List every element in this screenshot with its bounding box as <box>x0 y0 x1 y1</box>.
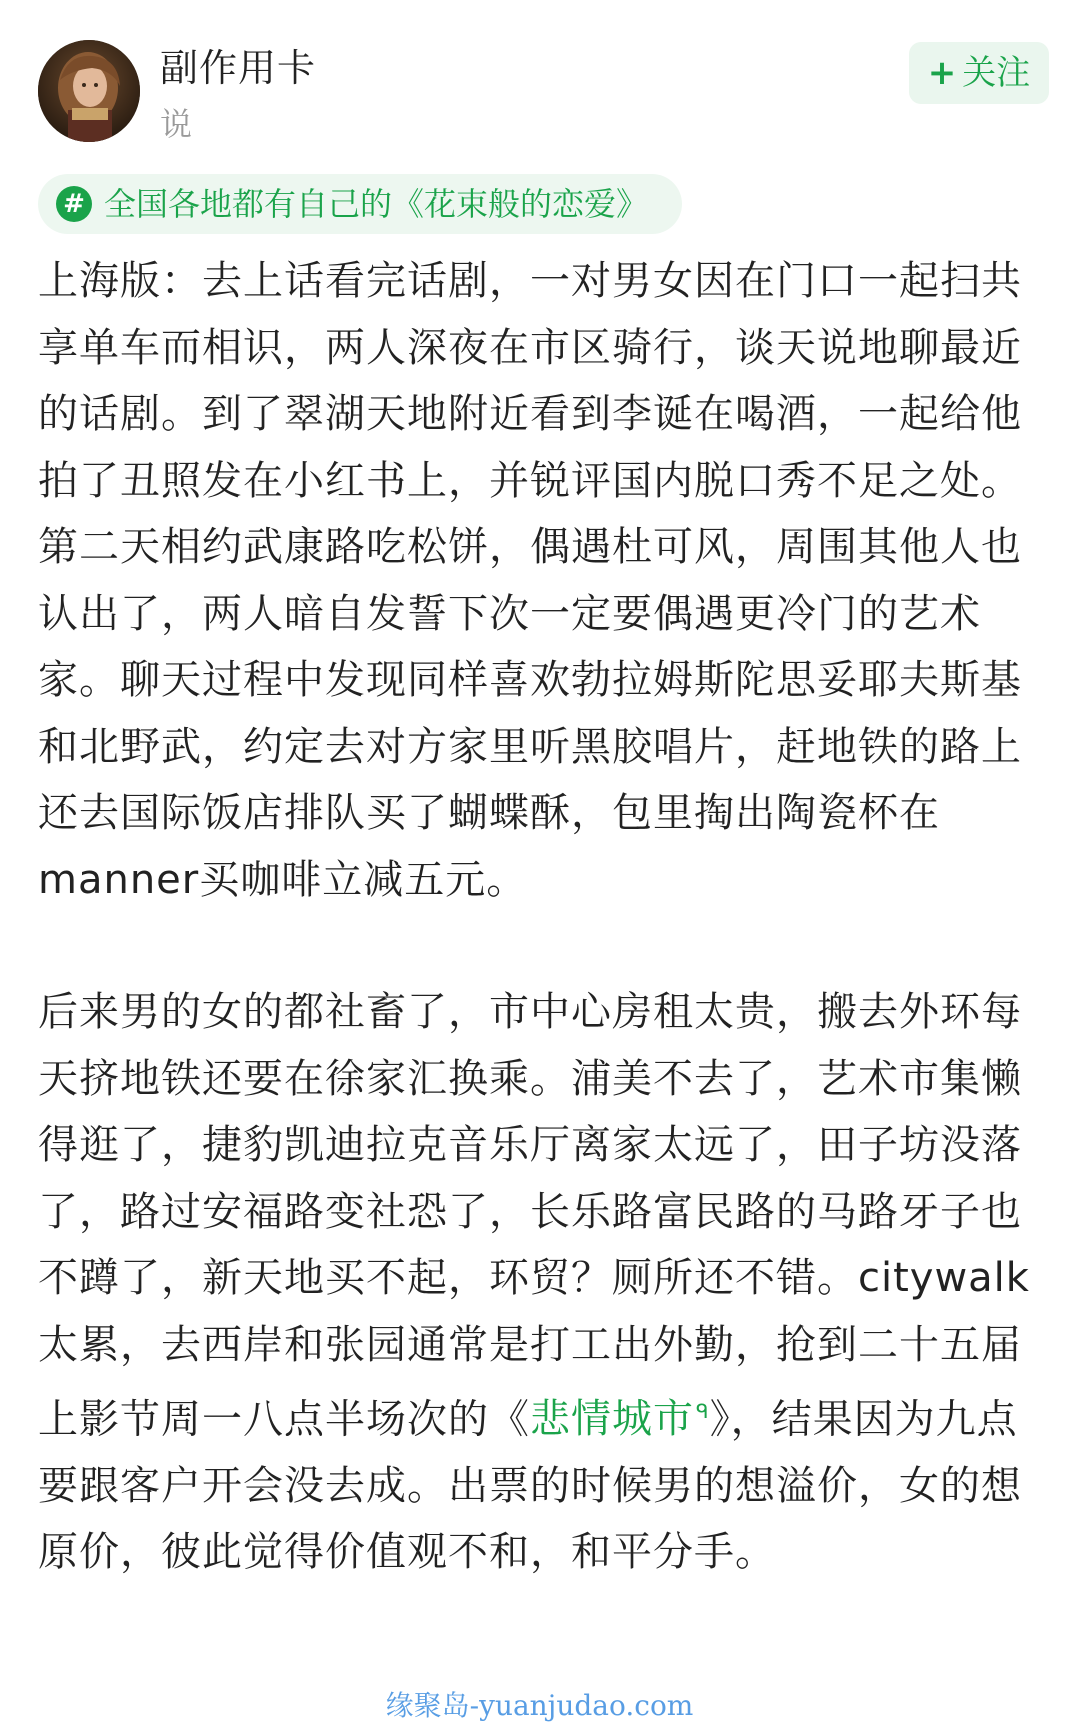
follow-button[interactable] <box>909 42 1049 104</box>
film-search-link[interactable] <box>530 1396 710 1442</box>
post-body <box>38 248 1048 1586</box>
plus-icon: + <box>927 53 957 93</box>
post-action-label: 说 <box>160 105 193 143</box>
watermark: 缘聚岛-yuanjudao.com <box>385 1689 694 1722</box>
author-name[interactable]: 副作用卡 <box>160 46 317 90</box>
avatar[interactable] <box>38 40 140 142</box>
topic-tag[interactable] <box>38 174 682 234</box>
avatar-image <box>38 40 140 142</box>
hashtag-icon: # <box>56 186 92 222</box>
post-header <box>0 0 1079 160</box>
follow-label: 关注 <box>962 53 1031 93</box>
post-paragraph-2 <box>38 979 1048 1586</box>
search-icon: ᑫ <box>696 1399 710 1423</box>
topic-label: 全国各地都有自己的《花束般的恋爱》 <box>104 185 649 223</box>
post-paragraph-1: 上海版：去上话看完话剧，一对男女因在门口一起扫共享单车而相识，两人深夜在市区骑行，谈天说地聊最近的话剧。到了翠湖天地附近看到李诞在喝酒，一起给他拍了丑照发在小红书上，并锐评国内脱口秀不足之处。第二天相约武康路吃松饼，偶遇杜可风，周围其他人也认出了，两人暗自发誓下次一定要偶遇更冷门的艺术家。聊天过程中发现同样喜欢勃拉姆斯陀思妥耶夫斯基和北野武，约定去对方家里听黑胶唱片，赶地铁的路上还去国际饭店排队买了蝴蝶酥，包里掏出陶瓷杯在manner买咖啡立减五元。 <box>38 258 1022 903</box>
film-link-label: 悲情城市 <box>530 1396 694 1443</box>
paragraph-2-text-before: 后来男的女的都社畜了，市中心房租太贵，搬去外环每天挤地铁还要在徐家汇换乘。浦美不去了，艺术市集懒得逛了，捷豹凯迪拉克音乐厅离家太远了，田子坊没落了，路过安福路变社恐了，长乐路富民路的马路牙子也不蹲了，新天地买不起，环贸？厕所还不错。citywalk太累，去西岸和张园通常是打工出外勤，抢到二十五届上影节周一八点半场次的《 <box>38 989 1030 1443</box>
paragraph-2-text-after: 》，结果因为九点要跟客户开会没去成。出票的时候男的想溢价，女的想原价，彼此觉得价值观不和，和平分手。 <box>38 1396 1022 1576</box>
